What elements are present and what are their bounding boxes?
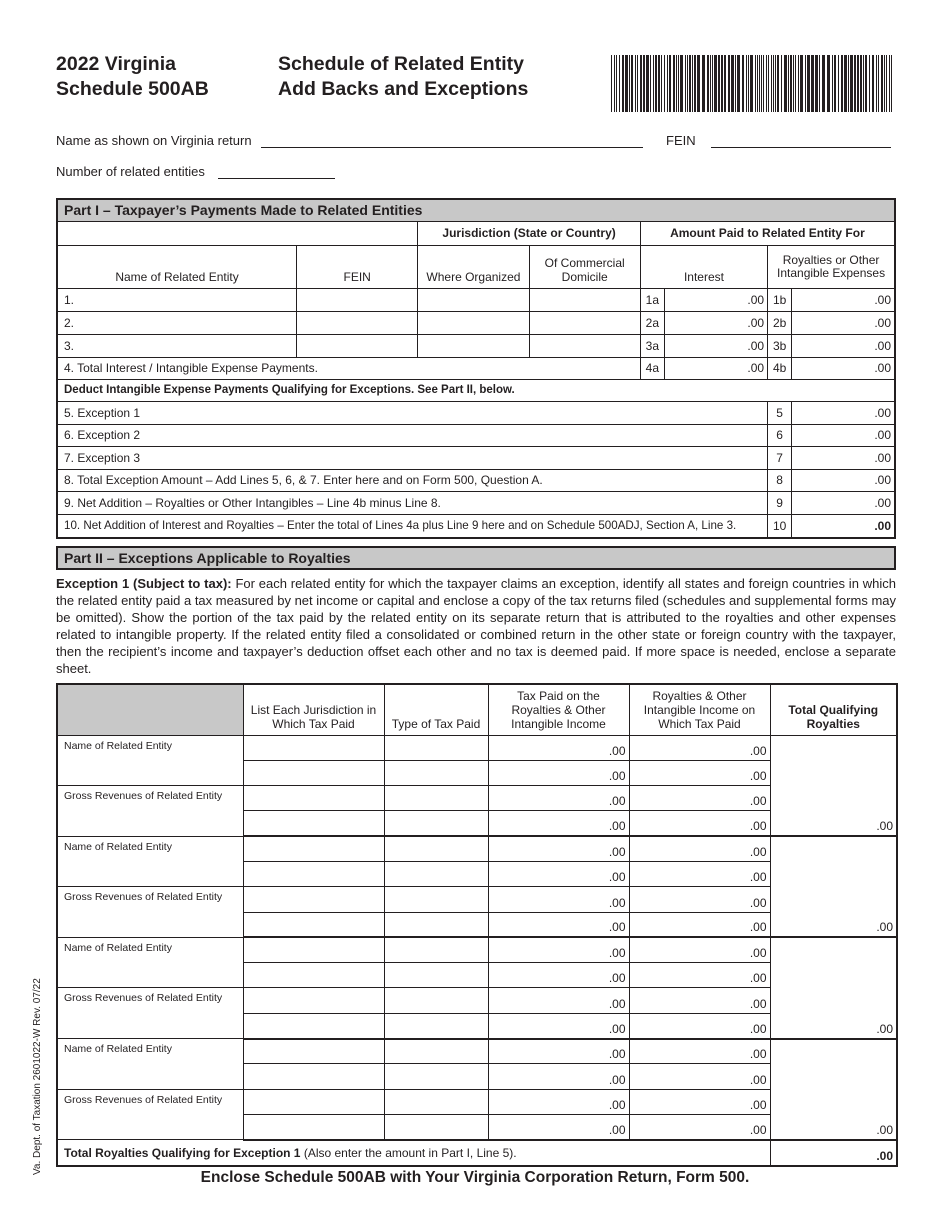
line-label: 6. Exception 2 <box>57 424 768 446</box>
barcode-bar <box>680 55 683 112</box>
barcode-bar <box>673 55 675 112</box>
name-label: Name as shown on Virginia return <box>56 133 252 148</box>
where-cell[interactable] <box>418 288 529 311</box>
footer-instruction: Enclose Schedule 500AB with Your Virginia Corporation Return, Form 500. <box>200 1169 750 1186</box>
barcode-bar <box>848 55 849 112</box>
line-code: 5 <box>768 401 792 424</box>
total-label-bold: Total Royalties Qualifying for Exception 1 <box>64 1145 301 1160</box>
gross-revenue-cell[interactable]: Gross Revenues of Related Entity <box>57 786 243 837</box>
tax-paid-amount[interactable]: .00 <box>488 811 629 836</box>
line-9-row <box>57 491 895 514</box>
barcode-bar <box>768 55 769 112</box>
barcode-bar <box>807 55 810 112</box>
royalty-income-amount[interactable]: .00 <box>629 811 770 836</box>
jurisdiction-cell[interactable] <box>243 836 384 861</box>
line-code: 7 <box>768 446 792 469</box>
line-label: 5. Exception 1 <box>57 401 768 424</box>
barcode-bar <box>784 55 787 112</box>
barcode-bar <box>737 55 740 112</box>
col-jurisdiction: List Each Jurisdiction in Which Tax Paid <box>243 684 384 735</box>
tax-paid-amount[interactable]: .00 <box>488 836 629 861</box>
barcode-bar <box>631 55 633 112</box>
line-8-row <box>57 469 895 491</box>
jurisdiction-cell[interactable] <box>243 988 384 1013</box>
row-number[interactable]: 2. <box>57 311 297 334</box>
barcode-bar <box>844 55 847 112</box>
exception-text: For each related entity for which the taxpayer claims an exception, identify all states and foreign countries in which the related entity paid a tax measured by net income or capital and enclose a copy of the tax returns filed (schedules and supplemental forms may be omitted). Show the portion of the tax paid by the related entity on its separate return that is attributed to the royalties and other expenses related to intangible property. If the related entity filed a consolidated or combined return in the other state or foreign country with the taxpayer, then the recipient’s income and taxpayer’s deduction offset each other and no tax is deemed paid. If more space is needed, enclose a separate sheet. <box>56 576 896 676</box>
barcode <box>611 55 892 112</box>
tax-type-cell[interactable] <box>384 937 488 962</box>
barcode-bar <box>884 55 885 112</box>
barcode-bar <box>697 55 700 112</box>
col-total-qualifying: Total Qualifying Royalties <box>770 684 897 735</box>
line-6-row <box>57 424 895 446</box>
line-code: 1a <box>640 288 664 311</box>
barcode-bar <box>773 55 774 112</box>
exception-1-instructions <box>56 575 896 677</box>
barcode-bar <box>869 55 870 112</box>
barcode-bar <box>793 55 794 112</box>
barcode-bar <box>865 55 867 112</box>
barcode-bar <box>857 55 859 112</box>
royalty-income-amount[interactable]: .00 <box>629 861 770 886</box>
royalty-income-amount[interactable]: .00 <box>629 1114 770 1139</box>
entity-sub-row <box>57 836 897 861</box>
tax-type-cell[interactable] <box>384 861 488 886</box>
name-input[interactable] <box>261 134 643 148</box>
entity-sub-row <box>57 1039 897 1064</box>
royalty-income-amount[interactable]: .00 <box>629 963 770 988</box>
total-interest-amount[interactable]: .00 <box>664 357 767 379</box>
jurisdiction-cell[interactable] <box>243 1039 384 1064</box>
barcode-bar <box>676 55 677 112</box>
part2-title: Part II – Exceptions Applicable to Royalties <box>56 546 896 570</box>
jurisdiction-cell[interactable] <box>243 760 384 785</box>
royalty-income-amount[interactable]: .00 <box>629 836 770 861</box>
line-code: 4b <box>768 357 792 379</box>
interest-amount[interactable]: .00 <box>664 288 767 311</box>
barcode-bar <box>625 55 628 112</box>
barcode-bar <box>755 55 756 112</box>
total-label-rest: (Also enter the amount in Part I, Line 5). <box>300 1145 517 1160</box>
barcode-bar <box>611 55 612 112</box>
line-5-row <box>57 401 895 424</box>
barcode-bar <box>694 55 696 112</box>
col-commercial-domicile: Of Commercial Domicile <box>529 245 640 288</box>
where-cell[interactable] <box>418 311 529 334</box>
barcode-bar <box>661 55 662 112</box>
barcode-bar <box>728 55 730 112</box>
deduct-note: Deduct Intangible Expense Payments Qualifying for Exceptions. See Part II, below. <box>57 379 895 401</box>
total-qualifying-amount[interactable]: .00 <box>770 1039 897 1140</box>
tax-paid-amount[interactable]: .00 <box>488 786 629 811</box>
barcode-bar <box>650 55 651 112</box>
num-entities-row <box>56 164 335 179</box>
barcode-bar <box>876 55 877 112</box>
barcode-bar <box>689 55 691 112</box>
barcode-bar <box>667 55 668 112</box>
barcode-bar <box>685 55 686 112</box>
line-code: 1b <box>768 288 792 311</box>
line-label: 8. Total Exception Amount – Add Lines 5, 6, & 7. Enter here and on Form 500, Question A. <box>57 469 768 491</box>
name-field-row <box>56 133 643 148</box>
tax-type-cell[interactable] <box>384 836 488 861</box>
entity-sub-row <box>57 937 897 962</box>
gross-revenue-cell[interactable]: Gross Revenues of Related Entity <box>57 1089 243 1140</box>
barcode-bar <box>788 55 789 112</box>
line-amount[interactable]: .00 <box>792 446 895 469</box>
entity-name-cell[interactable]: Name of Related Entity <box>57 937 243 988</box>
jurisdiction-cell[interactable] <box>243 786 384 811</box>
barcode-bar <box>800 55 803 112</box>
royalty-income-amount[interactable]: .00 <box>629 1039 770 1064</box>
barcode-bar <box>669 55 671 112</box>
barcode-bar <box>692 55 693 112</box>
barcode-bar <box>742 55 744 112</box>
interest-amount[interactable]: .00 <box>664 311 767 334</box>
barcode-bar <box>718 55 720 112</box>
jurisdiction-cell[interactable] <box>243 861 384 886</box>
jurisdiction-cell[interactable] <box>243 887 384 912</box>
barcode-bar <box>643 55 645 112</box>
fein-cell[interactable] <box>297 311 418 334</box>
barcode-bar <box>850 55 853 112</box>
line-code: 2a <box>640 311 664 334</box>
line-code: 2b <box>768 311 792 334</box>
jurisdiction-cell[interactable] <box>243 1064 384 1089</box>
row-number[interactable]: 3. <box>57 334 297 357</box>
total-label: 4. Total Interest / Intangible Expense Payments. <box>57 357 640 379</box>
royalty-income-amount[interactable]: .00 <box>629 1013 770 1038</box>
interest-amount[interactable]: .00 <box>664 334 767 357</box>
schedule-number: Schedule 500AB <box>56 78 209 100</box>
barcode-bar <box>775 55 776 112</box>
royalty-amount[interactable]: .00 <box>792 311 895 334</box>
barcode-bar <box>687 55 688 112</box>
barcode-bar <box>640 55 642 112</box>
exception-lead: Exception 1 (Subject to tax): <box>56 576 232 591</box>
royalty-income-amount[interactable]: .00 <box>629 937 770 962</box>
barcode-bar <box>781 55 782 112</box>
tax-paid-amount[interactable]: .00 <box>488 988 629 1013</box>
col-tax-paid: Tax Paid on the Royalties & Other Intangible Income <box>488 684 629 735</box>
line-code: 9 <box>768 491 792 514</box>
domicile-cell[interactable] <box>529 334 640 357</box>
barcode-bar <box>886 55 887 112</box>
line-7-row <box>57 446 895 469</box>
barcode-bar <box>872 55 874 112</box>
col-royalty-income: Royalties & Other Intangible Income on Which Tax Paid <box>629 684 770 735</box>
tax-type-cell[interactable] <box>384 912 488 937</box>
barcode-bar <box>863 55 864 112</box>
barcode-bar <box>771 55 772 112</box>
barcode-bar <box>827 55 830 112</box>
line-code: 3a <box>640 334 664 357</box>
barcode-bar <box>658 55 660 112</box>
royalty-income-amount[interactable]: .00 <box>629 760 770 785</box>
tax-paid-amount[interactable]: .00 <box>488 760 629 785</box>
part2-table <box>56 683 898 1167</box>
tax-paid-amount[interactable]: .00 <box>488 937 629 962</box>
entity-sub-row <box>57 735 897 760</box>
col-interest: Interest <box>640 245 767 288</box>
barcode-bar <box>635 55 636 112</box>
tax-type-cell[interactable] <box>384 735 488 760</box>
jurisdiction-cell[interactable] <box>243 811 384 836</box>
form-title <box>278 52 528 102</box>
barcode-bar <box>646 55 649 112</box>
jurisdiction-cell[interactable] <box>243 735 384 760</box>
total-qualifying-amount[interactable]: .00 <box>770 735 897 836</box>
tax-paid-amount[interactable]: .00 <box>488 1039 629 1064</box>
barcode-bar <box>805 55 806 112</box>
barcode-bar <box>721 55 723 112</box>
col-where-organized: Where Organized <box>418 245 529 288</box>
fein-input[interactable] <box>711 134 891 148</box>
tax-type-cell[interactable] <box>384 760 488 785</box>
jurisdiction-cell[interactable] <box>243 963 384 988</box>
line-label: 7. Exception 3 <box>57 446 768 469</box>
barcode-bar <box>622 55 624 112</box>
barcode-bar <box>637 55 638 112</box>
royalty-income-amount[interactable]: .00 <box>629 912 770 937</box>
jurisdiction-cell[interactable] <box>243 1013 384 1038</box>
barcode-bar <box>678 55 679 112</box>
royalty-income-amount[interactable]: .00 <box>629 735 770 760</box>
table-row <box>57 288 895 311</box>
gross-revenue-cell[interactable]: Gross Revenues of Related Entity <box>57 988 243 1039</box>
tax-paid-amount[interactable]: .00 <box>488 1064 629 1089</box>
barcode-bar <box>735 55 736 112</box>
part1-title: Part I – Taxpayer’s Payments Made to Related Entities <box>57 199 895 221</box>
royalty-income-amount[interactable]: .00 <box>629 786 770 811</box>
line-code: 10 <box>768 514 792 538</box>
col-fein: FEIN <box>297 245 418 288</box>
barcode-bar <box>629 55 630 112</box>
domicile-cell[interactable] <box>529 288 640 311</box>
royalty-income-amount[interactable]: .00 <box>629 887 770 912</box>
barcode-bar <box>777 55 779 112</box>
royalty-income-amount[interactable]: .00 <box>629 988 770 1013</box>
jurisdiction-header: Jurisdiction (State or Country) <box>418 221 641 245</box>
year-state: 2022 Virginia <box>56 53 176 75</box>
fein-label: FEIN <box>666 133 696 148</box>
barcode-bar <box>891 55 892 112</box>
barcode-bar <box>889 55 890 112</box>
table-row <box>57 311 895 334</box>
total-royalties-amount[interactable]: .00 <box>770 1140 897 1166</box>
line-10-row <box>57 514 895 538</box>
tax-type-cell[interactable] <box>384 988 488 1013</box>
col-royalties: Royalties or Other Intangible Expenses <box>768 245 895 288</box>
barcode-bar <box>712 55 713 112</box>
tax-type-cell[interactable] <box>384 1089 488 1114</box>
barcode-bar <box>815 55 818 112</box>
tax-type-cell[interactable] <box>384 1114 488 1139</box>
amount-header: Amount Paid to Related Entity For <box>640 221 895 245</box>
barcode-bar <box>750 55 753 112</box>
tax-type-cell[interactable] <box>384 1064 488 1089</box>
fein-field-row <box>666 133 891 148</box>
jurisdiction-cell[interactable] <box>243 1089 384 1114</box>
line-code: 4a <box>640 357 664 379</box>
barcode-bar <box>811 55 814 112</box>
tax-paid-amount[interactable]: .00 <box>488 1114 629 1139</box>
tax-type-cell[interactable] <box>384 887 488 912</box>
entity-name-cell[interactable]: Name of Related Entity <box>57 1039 243 1090</box>
barcode-bar <box>834 55 836 112</box>
col-name: Name of Related Entity <box>57 245 297 288</box>
tax-type-cell[interactable] <box>384 811 488 836</box>
line-code: 8 <box>768 469 792 491</box>
line-amount[interactable]: .00 <box>792 469 895 491</box>
barcode-bar <box>822 55 825 112</box>
barcode-bar <box>878 55 879 112</box>
tax-paid-amount[interactable]: .00 <box>488 1013 629 1038</box>
barcode-bar <box>653 55 654 112</box>
row-number[interactable]: 1. <box>57 288 297 311</box>
tax-type-cell[interactable] <box>384 1013 488 1038</box>
title-line-1: Schedule of Related Entity <box>278 53 524 75</box>
barcode-bar <box>616 55 617 112</box>
tax-paid-amount[interactable]: .00 <box>488 887 629 912</box>
barcode-bar <box>757 55 758 112</box>
table-row <box>57 334 895 357</box>
royalty-amount[interactable]: .00 <box>792 288 895 311</box>
jurisdiction-cell[interactable] <box>243 937 384 962</box>
line-label: 10. Net Addition of Interest and Royalties – Enter the total of Lines 4a plus Line 9 here and on Schedule 500ADJ, Section A, Line 3. <box>57 514 768 538</box>
line-label: 9. Net Addition – Royalties or Other Intangibles – Line 4b minus Line 8. <box>57 491 768 514</box>
where-cell[interactable] <box>418 334 529 357</box>
tax-type-cell[interactable] <box>384 963 488 988</box>
tax-type-cell[interactable] <box>384 1039 488 1064</box>
form-revision: Va. Dept. of Taxation 2601022-W Rev. 07/22 <box>32 978 43 1175</box>
barcode-bar <box>619 55 620 112</box>
barcode-bar <box>854 55 856 112</box>
barcode-bar <box>795 55 796 112</box>
barcode-bar <box>759 55 760 112</box>
tax-paid-amount[interactable]: .00 <box>488 1089 629 1114</box>
barcode-bar <box>798 55 799 112</box>
tax-paid-amount[interactable]: .00 <box>488 735 629 760</box>
col-type-of-tax: Type of Tax Paid <box>384 684 488 735</box>
barcode-bar <box>841 55 843 112</box>
domicile-cell[interactable] <box>529 311 640 334</box>
barcode-bar <box>763 55 764 112</box>
barcode-bar <box>614 55 615 112</box>
tax-paid-amount[interactable]: .00 <box>488 912 629 937</box>
royalty-income-amount[interactable]: .00 <box>629 1089 770 1114</box>
total-royalty-amount[interactable]: .00 <box>792 357 895 379</box>
line-amount[interactable]: .00 <box>792 491 895 514</box>
entity-name-cell[interactable]: Name of Related Entity <box>57 735 243 786</box>
num-entities-input[interactable] <box>218 165 335 179</box>
fein-cell[interactable] <box>297 288 418 311</box>
part1-table <box>56 198 896 539</box>
barcode-bar <box>761 55 762 112</box>
royalty-income-amount[interactable]: .00 <box>629 1064 770 1089</box>
total-qualifying-amount[interactable]: .00 <box>770 836 897 937</box>
barcode-bar <box>731 55 734 112</box>
barcode-bar <box>710 55 711 112</box>
barcode-bar <box>748 55 749 112</box>
tax-paid-amount[interactable]: .00 <box>488 861 629 886</box>
jurisdiction-cell[interactable] <box>243 912 384 937</box>
line-amount[interactable]: .00 <box>792 401 895 424</box>
header-blank <box>57 684 243 735</box>
barcode-bar <box>832 55 833 112</box>
barcode-bar <box>838 55 839 112</box>
gross-revenue-cell[interactable]: Gross Revenues of Related Entity <box>57 887 243 938</box>
barcode-bar <box>766 55 767 112</box>
barcode-bar <box>702 55 705 112</box>
barcode-bar <box>746 55 747 112</box>
num-entities-label: Number of related entities <box>56 164 205 179</box>
tax-type-cell[interactable] <box>384 786 488 811</box>
jurisdiction-cell[interactable] <box>243 1114 384 1139</box>
line-code: 3b <box>768 334 792 357</box>
part2-total-row <box>57 1140 897 1166</box>
total-row <box>57 357 895 379</box>
line-code: 6 <box>768 424 792 446</box>
barcode-bar <box>664 55 665 112</box>
barcode-bar <box>790 55 792 112</box>
entity-name-cell[interactable]: Name of Related Entity <box>57 836 243 887</box>
barcode-bar <box>819 55 820 112</box>
line-amount[interactable]: .00 <box>792 424 895 446</box>
line-amount[interactable]: .00 <box>792 514 895 538</box>
barcode-bar <box>860 55 862 112</box>
fein-cell[interactable] <box>297 334 418 357</box>
barcode-bar <box>714 55 717 112</box>
royalty-amount[interactable]: .00 <box>792 334 895 357</box>
form-id <box>56 52 209 102</box>
barcode-bar <box>724 55 726 112</box>
total-qualifying-amount[interactable]: .00 <box>770 937 897 1038</box>
barcode-bar <box>881 55 883 112</box>
barcode-bar <box>655 55 657 112</box>
barcode-bar <box>707 55 709 112</box>
title-line-2: Add Backs and Exceptions <box>278 78 529 100</box>
tax-paid-amount[interactable]: .00 <box>488 963 629 988</box>
